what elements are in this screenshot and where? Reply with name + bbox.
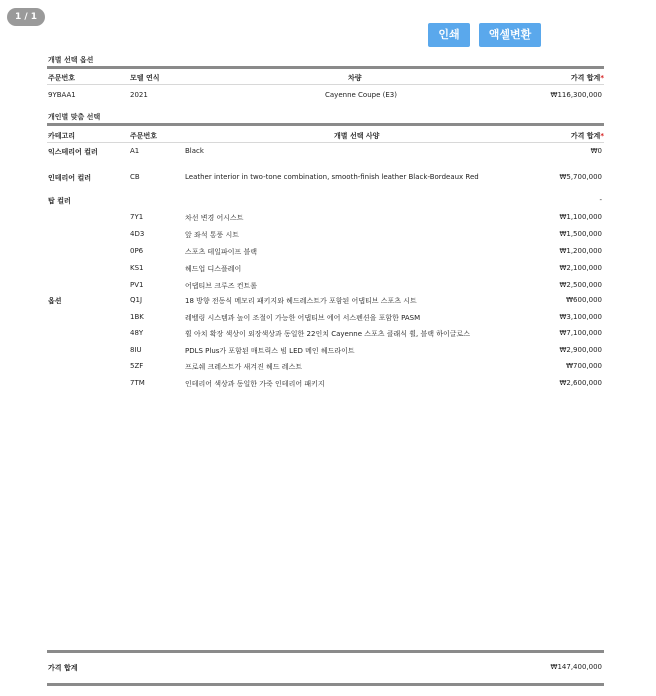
- vehicle-name: Cayenne Coupe (E3): [325, 91, 397, 99]
- header-order-no: 주문번호: [130, 132, 158, 140]
- row-code: 7Y1: [130, 213, 144, 221]
- header-price-total: 가격 합계*: [570, 132, 604, 140]
- row-code: A1: [130, 147, 140, 155]
- row-price: ₩600,000: [566, 296, 602, 304]
- row-code: Q1J: [130, 296, 143, 304]
- section-divider: [47, 66, 604, 69]
- row-spec: Black: [185, 147, 204, 155]
- row-price: ₩2,900,000: [559, 346, 602, 354]
- section-title-options: 개별 선택 옵션: [48, 56, 94, 64]
- total-price: ₩147,400,000: [550, 663, 602, 671]
- row-category: 인테리어 컬러: [48, 174, 92, 182]
- section-divider: [47, 123, 604, 126]
- row-code: PV1: [130, 281, 144, 289]
- row-code: 4D3: [130, 230, 145, 238]
- footer-divider: [47, 650, 604, 653]
- row-category: 탑 컬러: [48, 197, 71, 205]
- row-code: 5ZF: [130, 362, 144, 370]
- row-code: 8IU: [130, 346, 142, 354]
- row-code: 7TM: [130, 379, 145, 387]
- row-price: ₩0: [590, 147, 602, 155]
- row-code: KS1: [130, 264, 144, 272]
- vehicle-price: ₩116,300,000: [550, 91, 602, 99]
- row-price: ₩5,700,000: [559, 173, 602, 181]
- footer-divider: [47, 683, 604, 686]
- page-indicator: 1 / 1: [7, 8, 45, 26]
- row-price: ₩1,100,000: [559, 213, 602, 221]
- row-price: ₩700,000: [566, 362, 602, 370]
- row-spec: 스포츠 테일파이프 블랙: [185, 248, 258, 256]
- row-category: 옵션: [48, 297, 62, 305]
- section-title-custom: 개인별 맞춤 선택: [48, 113, 101, 121]
- row-price: ₩1,200,000: [559, 247, 602, 255]
- header-underline: [47, 142, 604, 143]
- header-order-no: 주문번호: [48, 74, 76, 82]
- header-category: 카테고리: [48, 132, 76, 140]
- row-spec: 어댑티브 크루즈 컨트롤: [185, 282, 258, 290]
- row-code: CB: [130, 173, 140, 181]
- excel-export-button[interactable]: 액셀변환: [479, 23, 541, 47]
- row-code: 48Y: [130, 329, 144, 337]
- row-price: ₩2,100,000: [559, 264, 602, 272]
- row-spec: 18 방향 전동식 메모리 패키지와 헤드레스트가 포함된 어댑티브 스포츠 시트: [185, 297, 417, 305]
- row-price: -: [599, 196, 602, 204]
- row-price: ₩1,500,000: [559, 230, 602, 238]
- row-price: ₩2,500,000: [559, 281, 602, 289]
- row-price: ₩3,100,000: [559, 313, 602, 321]
- row-spec: Leather interior in two-tone combination, smooth-finish leather Black-Bordeaux Red: [185, 173, 479, 181]
- header-price-total: 가격 합계*: [570, 74, 604, 82]
- row-spec: 휠 아치 확장 색상이 외장색상과 동일한 22인치 Cayenne 스포츠 클래식 휠, 블랙 하이글로스: [185, 330, 471, 338]
- row-price: ₩7,100,000: [559, 329, 602, 337]
- row-spec: PDLS Plus가 포함된 매트릭스 빔 LED 메인 헤드라이트: [185, 347, 355, 355]
- header-model-year: 모델 연식: [130, 74, 160, 82]
- header-spec: 개별 선택 사양: [334, 132, 380, 140]
- row-price: ₩2,600,000: [559, 379, 602, 387]
- header-underline: [47, 84, 604, 85]
- row-spec: 프로쉐 크레스트가 새겨진 헤드 레스트: [185, 363, 303, 371]
- header-vehicle: 차량: [348, 74, 362, 82]
- vehicle-model-year: 2021: [130, 91, 148, 99]
- row-spec: 앞 좌석 통풍 시트: [185, 231, 240, 239]
- row-spec: 레벨링 시스템과 높이 조절이 가능한 어댑티브 에어 서스펜션을 포함한 PASM: [185, 314, 421, 322]
- total-label: 가격 합계: [48, 664, 78, 672]
- row-code: 0P6: [130, 247, 144, 255]
- vehicle-order-no: 9YBAA1: [48, 91, 76, 99]
- row-code: 1BK: [130, 313, 144, 321]
- row-spec: 차선 변경 어시스트: [185, 214, 244, 222]
- row-spec: 헤드업 디스플레이: [185, 265, 242, 273]
- row-spec: 인테리어 색상과 동일한 가죽 인테리어 패키지: [185, 380, 325, 388]
- print-button[interactable]: 인쇄: [428, 23, 470, 47]
- row-category: 익스테리어 컬러: [48, 148, 98, 156]
